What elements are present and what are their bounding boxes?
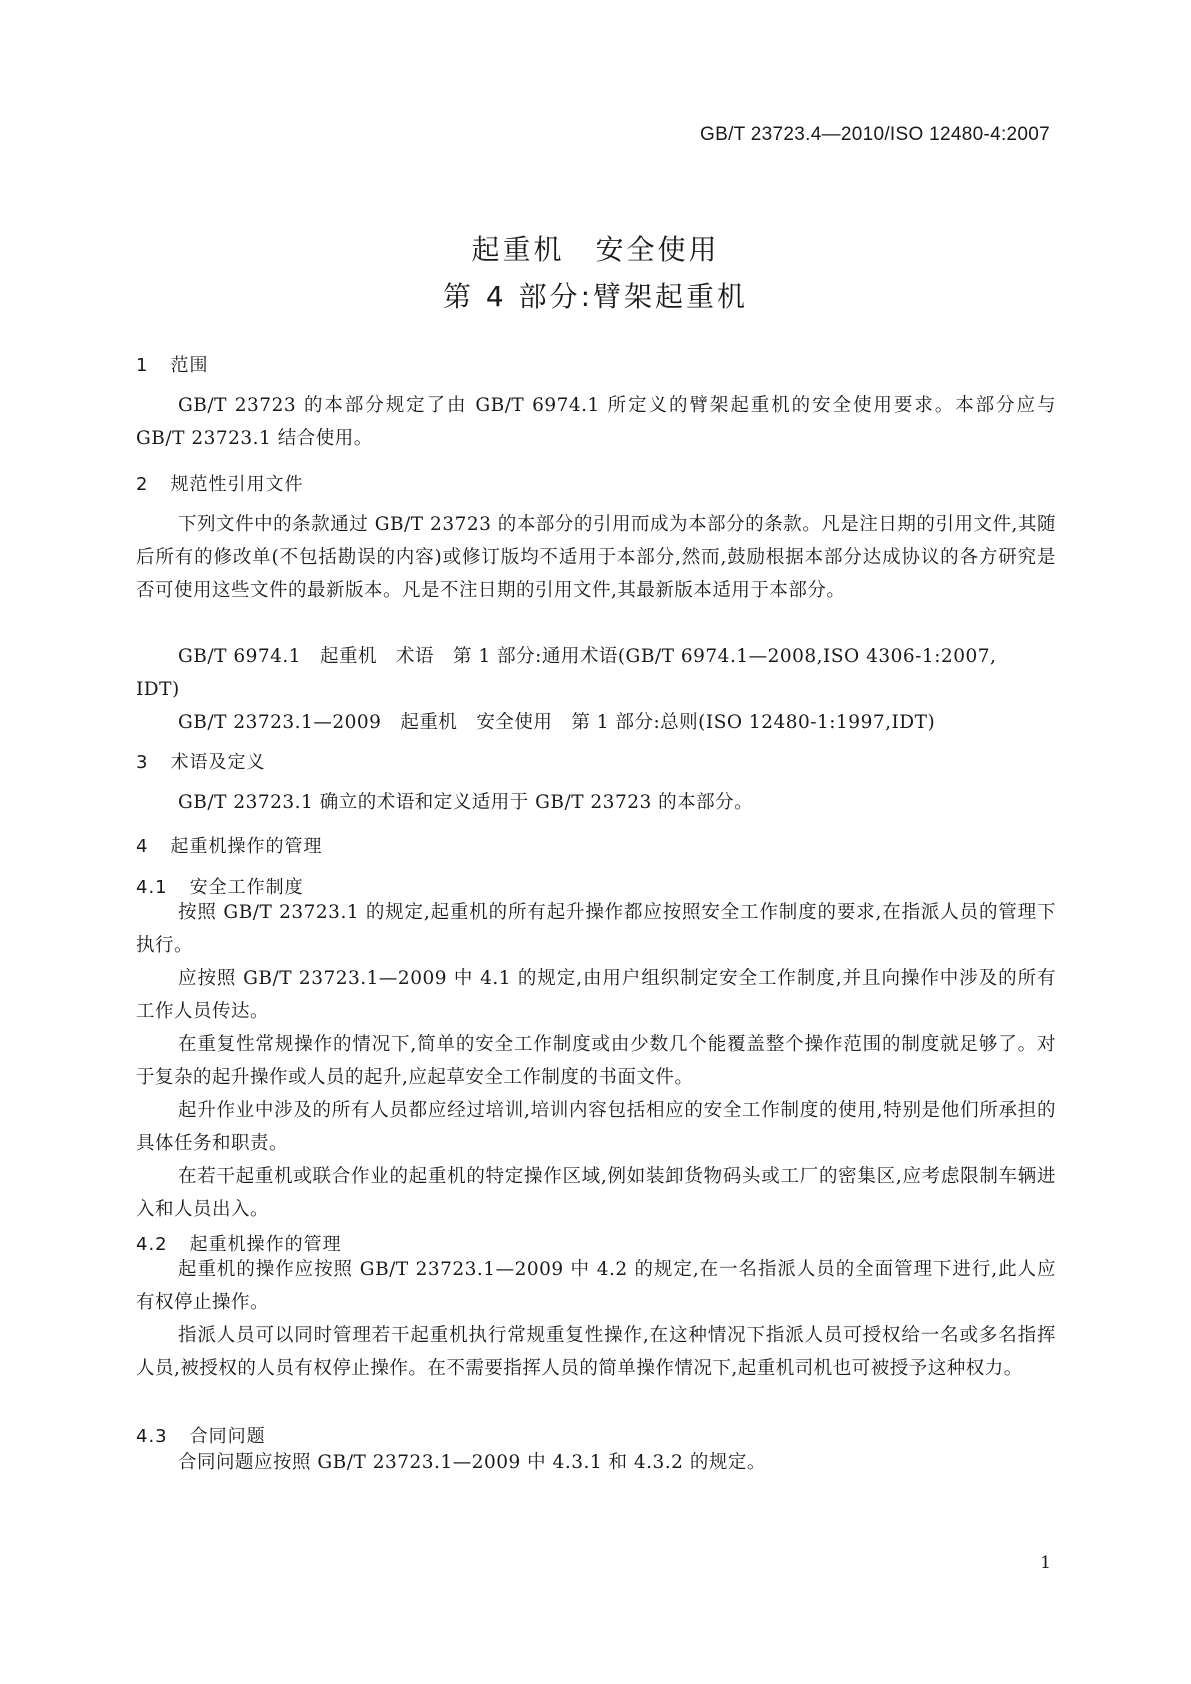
document-title-line2: 第 4 部分:臂架起重机	[442, 280, 749, 313]
section-title: 合同问题	[189, 1426, 266, 1447]
section-number: 4.2	[136, 1234, 168, 1255]
document-title-line1: 起重机 安全使用	[471, 233, 720, 266]
subsection-4-1-paragraph-4: 起升作业中涉及的所有人员都应经过培训,培训内容包括相应的安全工作制度的使用,特别是他们所承担的具体任务和职责。	[136, 1100, 1056, 1154]
section-number: 4	[136, 836, 149, 857]
reference-2: GB/T 23723.1—2009 起重机 安全使用 第 1 部分:总则(ISO 12480-1:1997,IDT)	[178, 712, 936, 733]
subsection-4-1-paragraph-2: 应按照 GB/T 23723.1—2009 中 4.1 的规定,由用户组织制定安全工作制度,并且向操作中涉及的所有工作人员传达。	[136, 968, 1056, 1022]
section-title: 起重机操作的管理	[189, 1234, 342, 1255]
section-3-heading	[136, 748, 265, 774]
section-4-heading	[136, 832, 322, 858]
section-number: 4.3	[136, 1426, 168, 1447]
subsection-4-1-paragraph-3: 在重复性常规操作的情况下,简单的安全工作制度或由少数几个能覆盖整个操作范围的制度就足够了。对于复杂的起升操作或人员的起升,应起草安全工作制度的书面文件。	[136, 1034, 1056, 1088]
section-title: 规范性引用文件	[170, 474, 304, 495]
section-title: 安全工作制度	[189, 877, 304, 898]
section-title: 起重机操作的管理	[170, 836, 323, 857]
section-number: 2	[136, 474, 149, 495]
section-1-paragraph: GB/T 23723 的本部分规定了由 GB/T 6974.1 所定义的臂架起重机的安全使用要求。本部分应与 GB/T 23723.1 结合使用。	[136, 395, 1056, 449]
section-number: 4.1	[136, 877, 168, 898]
reference-1: GB/T 6974.1 起重机 术语 第 1 部分:通用术语(GB/T 6974.1—2008,ISO 4306-1:2007,	[178, 646, 997, 667]
section-2-heading	[136, 470, 303, 496]
reference-1-continuation: IDT)	[136, 679, 180, 700]
subsection-4-1-paragraph-5: 在若干起重机或联合作业的起重机的特定操作区域,例如装卸货物码头或工厂的密集区,应考虑限制车辆进入和人员出入。	[136, 1166, 1056, 1220]
subsection-4-2-paragraph-1: 起重机的操作应按照 GB/T 23723.1—2009 中 4.2 的规定,在一名指派人员的全面管理下进行,此人应有权停止操作。	[136, 1259, 1056, 1313]
subsection-4-3-paragraph-1: 合同问题应按照 GB/T 23723.1—2009 中 4.3.1 和 4.3.2 的规定。	[178, 1452, 766, 1473]
page-number: 1	[1040, 1553, 1051, 1573]
subsection-4-3-heading	[136, 1422, 266, 1448]
section-2-paragraph: 下列文件中的条款通过 GB/T 23723 的本部分的引用而成为本部分的条款。凡是注日期的引用文件,其随后所有的修改单(不包括勘误的内容)或修订版均不适用于本部分,然而,鼓励根据本部分达成协议的各方研究是否可使用这些文件的最新版本。凡是不注日期的引用文件,其最新版本适用于本部分。	[136, 514, 1056, 601]
subsection-4-1-paragraph-1: 按照 GB/T 23723.1 的规定,起重机的所有起升操作都应按照安全工作制度的要求,在指派人员的管理下执行。	[136, 902, 1056, 956]
section-title: 范围	[170, 355, 209, 376]
section-number: 3	[136, 752, 149, 773]
section-number: 1	[136, 355, 149, 376]
standard-code: GB/T 23723.4—2010/ISO 12480-4:2007	[700, 124, 1050, 145]
section-title: 术语及定义	[170, 752, 266, 773]
subsection-4-2-paragraph-2: 指派人员可以同时管理若干起重机执行常规重复性操作,在这种情况下指派人员可授权给一名或多名指挥人员,被授权的人员有权停止操作。在不需要指挥人员的简单操作情况下,起重机司机也可被授予这种权力。	[136, 1325, 1056, 1379]
section-1-heading	[136, 351, 208, 377]
section-3-paragraph: GB/T 23723.1 确立的术语和定义适用于 GB/T 23723 的本部分。	[178, 792, 754, 813]
